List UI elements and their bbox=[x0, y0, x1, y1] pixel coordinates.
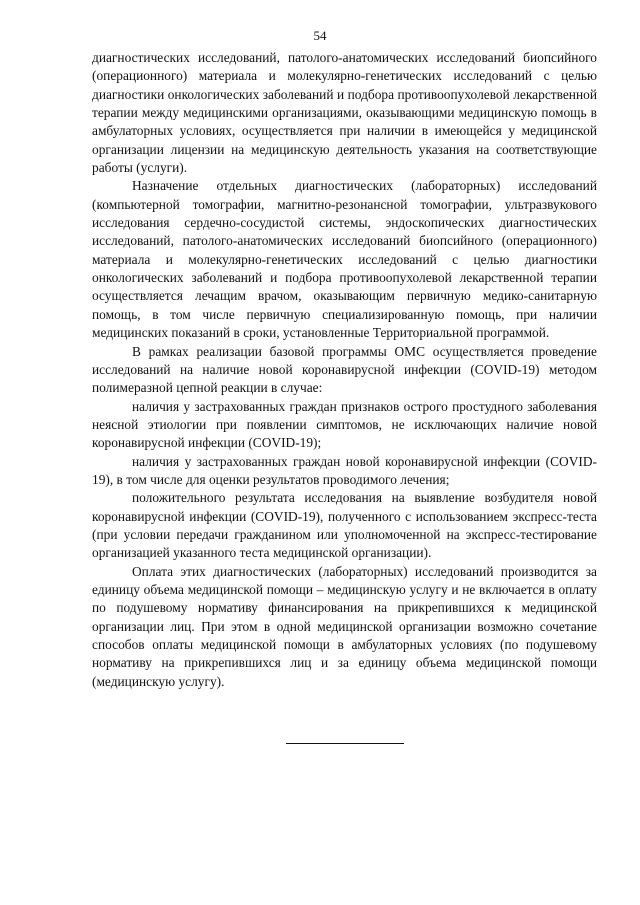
page-number: 54 bbox=[313, 28, 327, 43]
paragraph-payment: Оплата этих диагностических (лабораторных) исследований производится за единицу объема медицинской помощи – медицинскую услугу и не включается в оплату по подушевому нормативу финансирования на прикрепившихся к медицинской организации лиц. При этом в одной медицинской организации возможно сочетание способов оплаты медицинской помощи в амбулаторных условиях (по подушевому нормативу на прикрепившихся лиц и за единицу объема медицинской помощи (медицинскую услугу). bbox=[92, 563, 597, 689]
paragraph-diagnostics-assignment: Назначение отдельных диагностических (лабораторных) исследований (компьютерной томографии, магнитно-резонансной томографии, ультразвукового исследования сердечно-сосудистой системы, эндоскопических диагностических исследований, патолого-анатомических исследований биопсийного (операционного) материала и молекулярно-генетических исследований с целью диагностики онкологических заболеваний и подбора противоопухолевой лекарственной терапии осуществляется лечащим врачом, оказывающим первичную медико-санитарную помощь, в том числе первичную специализированную помощь, при наличии медицинских показаний в сроки, установленные Территориальной программой. bbox=[92, 178, 597, 341]
document-body bbox=[92, 49, 597, 691]
paragraph-covid-testing-intro: В рамках реализации базовой программы ОМС осуществляется проведение исследований на наличие новой коронавирусной инфекции (COVID-19) методом полимеразной цепной реакции в случае: bbox=[92, 343, 597, 396]
end-divider-line bbox=[286, 743, 404, 744]
paragraph-continuation: диагностических исследований, патолого-анатомических исследований биопсийного (операционного) материала и молекулярно-генетических исследований с целью диагностики онкологических заболеваний и подбора противоопухолевой лекарственной терапии между медицинскими организациями, оказывающими медицинскую помощь в амбулаторных условиях, осуществляется при наличии в имеющейся у медицинской организации лицензии на медицинскую деятельность указания на соответствующие работы (услуги). bbox=[92, 50, 597, 176]
list-item-acute-illness: наличия у застрахованных граждан признаков острого простудного заболевания неясной этиологии при появлении симптомов, не исключающих наличие новой коронавирусной инфекции (COVID-19); bbox=[92, 398, 597, 451]
list-item-covid-infection: наличия у застрахованных граждан новой коронавирусной инфекции (COVID-19), в том числе для оценки результатов проводимого лечения; bbox=[92, 453, 597, 487]
list-item-express-test: положительного результата исследования на выявление возбудителя новой коронавирусной инфекции (COVID-19), полученного с использованием экспресс-теста (при условии передачи гражданином или уполномоченной на экспресс-тестирование организацией указанного теста медицинской организации). bbox=[92, 490, 597, 561]
